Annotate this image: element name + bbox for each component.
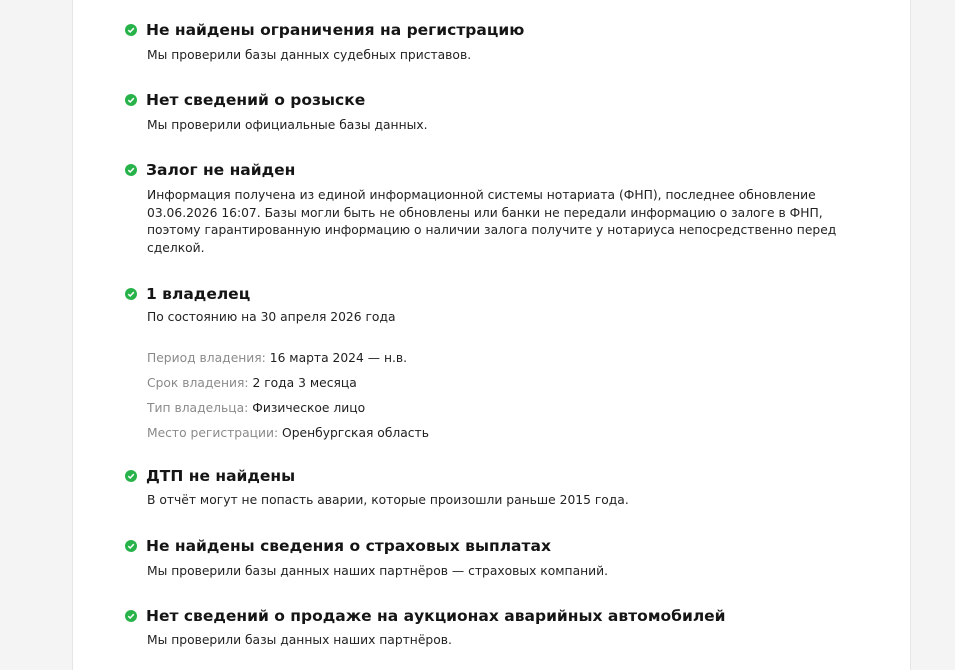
detail-value: Физическое лицо <box>252 401 366 415</box>
owner-detail-row <box>147 350 407 366</box>
section-description: Мы проверили базы данных наших партнёров — страховых компаний. <box>147 564 609 578</box>
detail-value: Оренбургская область <box>282 426 429 440</box>
check-circle-icon <box>125 540 137 552</box>
section-description: В отчёт могут не попасть аварии, которые произошли раньше 2015 года. <box>147 493 629 507</box>
check-circle-icon <box>125 288 137 300</box>
section-description: Мы проверили базы данных наших партнёров. <box>147 633 452 647</box>
section-title: 1 владелец <box>146 285 251 303</box>
detail-label: Место регистрации: <box>147 426 279 440</box>
section-title: Не найдены ограничения на регистрацию <box>146 21 525 39</box>
section-description: Мы проверили официальные базы данных. <box>147 118 428 132</box>
section-title: Нет сведений о продаже на аукционах аварийных автомобилей <box>146 607 726 625</box>
detail-value: 2 года 3 месяца <box>252 376 357 390</box>
owner-detail-row <box>147 400 365 416</box>
section-title: Нет сведений о розыске <box>146 91 366 109</box>
check-circle-icon <box>125 610 137 622</box>
detail-label: Тип владельца: <box>147 401 249 415</box>
check-circle-icon <box>125 24 137 36</box>
section-title: Залог не найден <box>146 161 296 179</box>
detail-label: Срок владения: <box>147 376 249 390</box>
section-title: Не найдены сведения о страховых выплатах <box>146 537 551 555</box>
owner-detail-row <box>147 425 429 441</box>
owner-detail-row <box>147 375 357 391</box>
section-description: Информация получена из единой информационной системы нотариата (ФНП), последнее обновление 03.06.2026 16:07. Базы могли быть не обновлены или банки не передали информацию о залоге в ФНП, поэтому гарантированную информацию о наличии залога получите у нотариуса непосредственно перед сделкой. <box>147 188 837 255</box>
detail-label: Период владения: <box>147 351 266 365</box>
check-circle-icon <box>125 470 137 482</box>
check-circle-icon <box>125 94 137 106</box>
section-description: По состоянию на 30 апреля 2026 года <box>147 310 396 324</box>
section-title: ДТП не найдены <box>146 467 296 485</box>
report-card <box>72 0 911 670</box>
detail-value: 16 марта 2024 — н.в. <box>269 351 408 365</box>
section-description: Мы проверили базы данных судебных приставов. <box>147 48 472 62</box>
check-circle-icon <box>125 164 137 176</box>
